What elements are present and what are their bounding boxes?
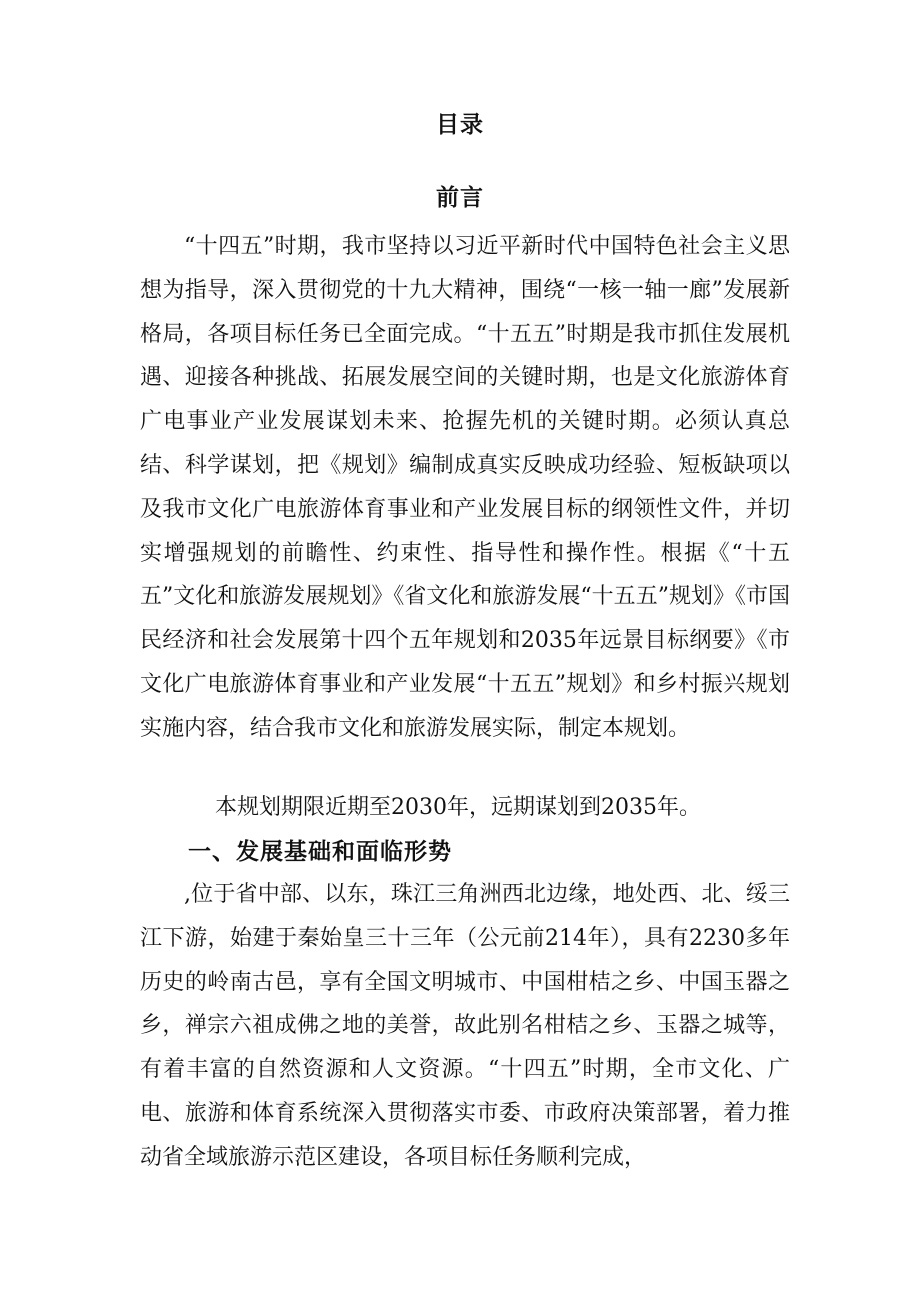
toc-title: 目录	[436, 111, 484, 138]
planning-period-paragraph: 本规划期限近期至2030年，远期谋划到2035年。	[215, 795, 701, 820]
section-1-title: 一、发展基础和面临形势	[188, 838, 452, 865]
section-1-paragraph: ,位于省中部、以东，珠江三角洲西北边缘，地处西、北、绥三江下游，始建于秦始皇三十三年（公元前214年），具有2230多年历史的岭南古邑，享有全国文明城市、中国柑桔之乡、中国玉器之乡，禅宗六祖成佛之地的美誉，故此别名柑桔之乡、玉器之城等，有着丰富的自然资源和人文资源。“十四五”时期，全市文化、广电、旅游和体育系统深入贯彻落实市委、市政府决策部署，着力推动省全域旅游示范区建设，各项目标任务顺利完成，	[140, 882, 790, 1170]
preface-title: 前言	[436, 184, 484, 211]
preface-paragraph: “十四五”时期，我市坚持以习近平新时代中国特色社会主义思想为指导，深入贯彻党的十九大精神，围绕“一核一轴一廊”发展新格局，各项目标任务已全面完成。“十五五”时期是我市抓住发展机遇、迎接各种挑战、拓展发展空间的关键时期，也是文化旅游体育广电事业产业发展谋划未来、抢握先机的关键时期。必须认真总结、科学谋划，把《规划》编制成真实反映成功经验、短板缺项以及我市文化广电旅游体育事业和产业发展目标的纲领性文件，并切实增强规划的前瞻性、约束性、指导性和操作性。根据《“十五五”文化和旅游发展规划》《省文化和旅游发展“十五五”规划》《市国民经济和社会发展第十四个五年规划和2035年远景目标纲要》《市文化广电旅游体育事业和产业发展“十五五”规划》和乡村振兴规划实施内容，结合我市文化和旅游发展实际，制定本规划。	[140, 234, 790, 741]
